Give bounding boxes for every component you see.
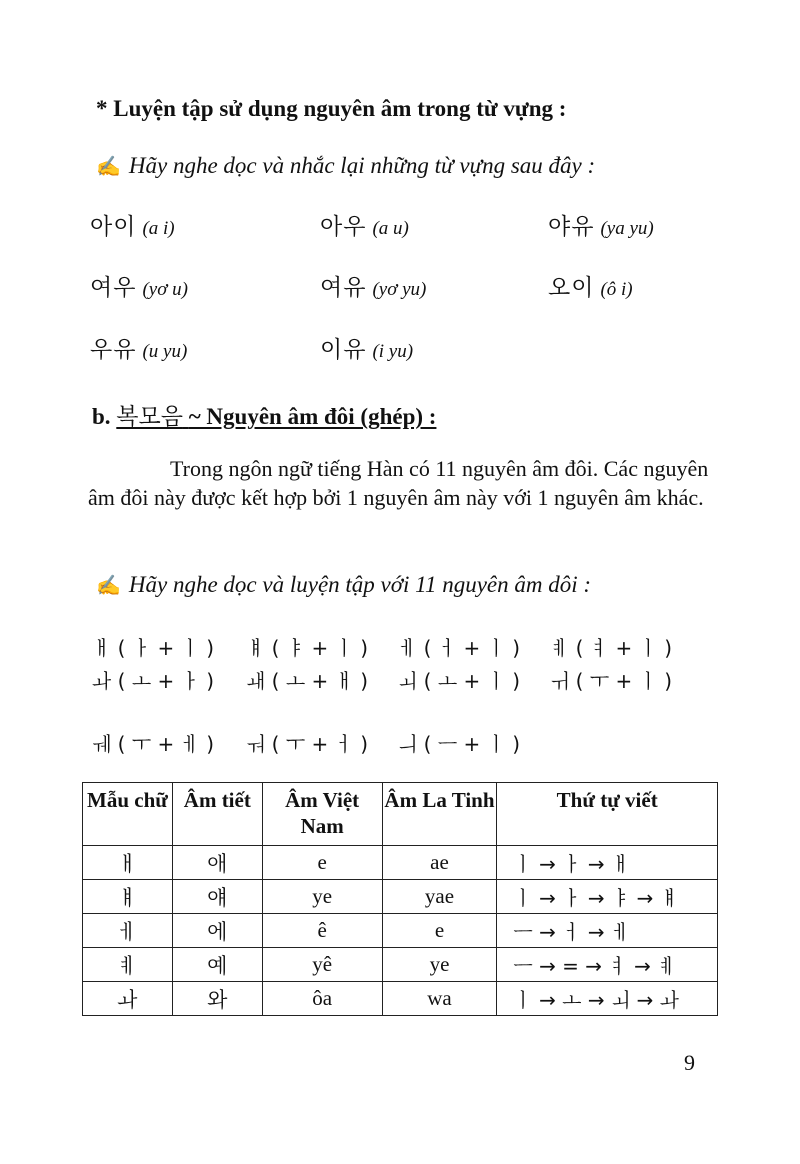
table-cell: ㅣ → ㅏ → ㅑ → ㅒ [497, 880, 718, 914]
table-cell: ae [382, 846, 497, 880]
vocab-item [90, 208, 175, 241]
table-cell: 얘 [172, 880, 262, 914]
section-b-title-text: ~ Nguyên âm đôi (ghép) : [188, 404, 437, 429]
table-cell: ㅒ [83, 880, 173, 914]
writing-hand-icon: ✍ [96, 575, 121, 597]
table-cell: ㅔ [83, 914, 173, 948]
table-row [83, 982, 718, 1016]
table-cell: 예 [172, 948, 262, 982]
table-cell: e [262, 846, 382, 880]
vocab-roman: (a i) [142, 218, 175, 239]
table-cell: ㅣ → ㅗ → ㅚ → ㅘ [497, 982, 718, 1016]
section-b-prefix: b. [92, 404, 111, 429]
diphthong-item: ㅐ ( ㅏ + ㅣ ) [92, 636, 215, 660]
vocab-hangul: 야유 [548, 214, 595, 240]
vocab-item [320, 208, 409, 241]
table-cell: yae [382, 880, 497, 914]
vocab-item [320, 269, 426, 302]
diphthong-item: ㅘ ( ㅗ + ㅏ ) [92, 669, 215, 693]
vocab-roman: (u yu) [142, 341, 188, 362]
vocab-hangul: 우유 [90, 337, 137, 363]
intro-paragraph: Trong ngôn ngữ tiếng Hàn có 11 nguyên âm đôi. Các nguyên âm đôi này được kết hợp bởi 1 nguyên âm này với 1 nguyên âm khác. [88, 456, 709, 510]
vocab-item [90, 269, 188, 302]
table-cell: ㅘ [83, 982, 173, 1016]
diphthong-item: ㅟ ( ㅜ + ㅣ ) [550, 669, 673, 693]
table-cell: ye [382, 948, 497, 982]
vocab-roman: (i yu) [372, 341, 414, 362]
table-cell: ôa [262, 982, 382, 1016]
table-row [83, 914, 718, 948]
diphthong-item: ㅢ ( ㅡ + ㅣ ) [398, 732, 521, 756]
vocab-roman: (a u) [372, 218, 409, 239]
diphthong-item: ㅚ ( ㅗ + ㅣ ) [398, 669, 521, 693]
section-b-heading [92, 398, 436, 431]
page-number: 9 [684, 1050, 695, 1075]
vocab-hangul: 여우 [90, 275, 137, 301]
vocab-hangul: 여유 [320, 275, 367, 301]
vocab-roman: (yơ yu) [372, 279, 427, 300]
instruction-vocab-text: Hãy nghe dọc và nhắc lại những từ vựng sau đây : [128, 153, 596, 178]
table-cell: ê [262, 914, 382, 948]
diphthong-item: ㅙ ( ㅗ + ㅐ ) [246, 669, 369, 693]
vocab-roman: (ô i) [600, 279, 633, 300]
table-cell: yê [262, 948, 382, 982]
table-cell: ㅡ → ㅓ → ㅔ [497, 914, 718, 948]
instruction-diphthong-text: Hãy nghe dọc và luyện tập với 11 nguyên âm dôi : [128, 572, 592, 597]
diphthong-item: ㅒ ( ㅑ + ㅣ ) [246, 636, 369, 660]
table-cell: wa [382, 982, 497, 1016]
table-row [83, 880, 718, 914]
table-row [83, 948, 718, 982]
table-header-row [83, 783, 718, 846]
table-cell: ㅖ [83, 948, 173, 982]
vocab-hangul: 이유 [320, 337, 367, 363]
diphthong-table [82, 782, 718, 1016]
instruction-vocab [96, 153, 595, 179]
table-cell: ㅡ → = → ㅕ → ㅖ [497, 948, 718, 982]
diphthong-item: ㅝ ( ㅜ + ㅓ ) [246, 732, 369, 756]
vocab-hangul: 아이 [90, 214, 137, 240]
vocab-roman: (yơ u) [142, 279, 188, 300]
writing-hand-icon: ✍ [96, 156, 121, 178]
table-cell: 애 [172, 846, 262, 880]
diphthong-item: ㅞ ( ㅜ + ㅔ ) [92, 732, 215, 756]
section-b-hangul: 복모음 [116, 404, 183, 430]
vocab-hangul: 아우 [320, 214, 367, 240]
table-cell: ㅐ [83, 846, 173, 880]
table-header: Âm Việt Nam [262, 783, 382, 846]
vocab-hangul: 오이 [548, 275, 595, 301]
table-header: Mẫu chữ [83, 783, 173, 846]
vocab-item [320, 331, 413, 364]
table-cell: 에 [172, 914, 262, 948]
table-header: Thứ tự viết [497, 783, 718, 846]
table-header: Âm tiết [172, 783, 262, 846]
vocab-item [548, 208, 654, 241]
diphthong-item: ㅖ ( ㅕ + ㅣ ) [550, 636, 673, 660]
instruction-diphthong [96, 572, 591, 598]
practice-heading: * Luyện tập sử dụng nguyên âm trong từ vựng : [96, 96, 567, 121]
table-cell: e [382, 914, 497, 948]
table-row [83, 846, 718, 880]
table-cell: 와 [172, 982, 262, 1016]
table-cell: ㅣ → ㅏ → ㅐ [497, 846, 718, 880]
vocab-item [90, 331, 187, 364]
diphthong-item: ㅔ ( ㅓ + ㅣ ) [398, 636, 521, 660]
table-cell: ye [262, 880, 382, 914]
table-header: Âm La Tinh [382, 783, 497, 846]
section-b-title [116, 404, 436, 429]
vocab-roman: (ya yu) [600, 218, 654, 239]
vocab-item [548, 269, 633, 302]
